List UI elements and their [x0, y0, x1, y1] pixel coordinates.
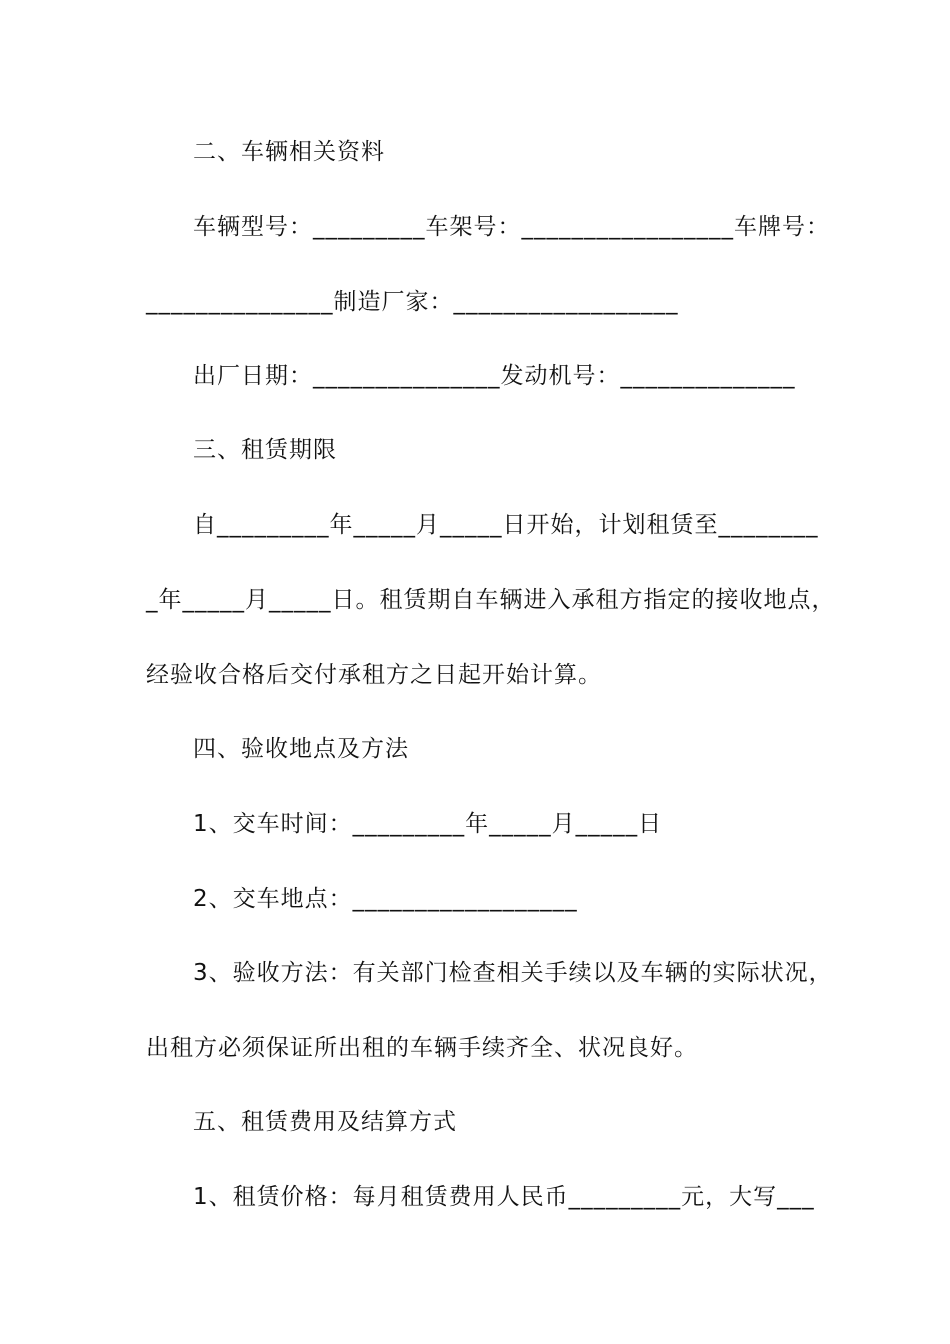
lease-term-line-1: 自_________年_____月_____日开始，计划租赁至________	[193, 512, 819, 538]
vehicle-info-line-2: _______________制造厂家：__________________	[146, 289, 679, 315]
section-2-heading: 二、车辆相关资料	[193, 139, 385, 165]
inspection-method-line-2: 出租方必须保证所出租的车辆手续齐全、状况良好。	[146, 1035, 698, 1061]
vehicle-info-line-1: 车辆型号：_________车架号：_________________车牌号：	[193, 214, 830, 240]
lease-term-line-2: _年_____月_____日。租赁期自车辆进入承租方指定的接收地点，	[146, 587, 836, 613]
section-4-heading: 四、验收地点及方法	[193, 736, 409, 762]
section-3-heading: 三、租赁期限	[193, 437, 337, 463]
lease-price-line: 1、租赁价格：每月租赁费用人民币_________元，大写___	[193, 1184, 815, 1210]
delivery-place-line: 2、交车地点：__________________	[193, 886, 578, 912]
inspection-method-line-1: 3、验收方法：有关部门检查相关手续以及车辆的实际状况，	[193, 960, 833, 986]
lease-term-line-3: 经验收合格后交付承租方之日起开始计算。	[146, 662, 602, 688]
delivery-time-line: 1、交车时间：_________年_____月_____日	[193, 811, 663, 837]
section-5-heading: 五、租赁费用及结算方式	[193, 1109, 457, 1135]
vehicle-info-line-3: 出厂日期：_______________发动机号：______________	[193, 363, 796, 389]
